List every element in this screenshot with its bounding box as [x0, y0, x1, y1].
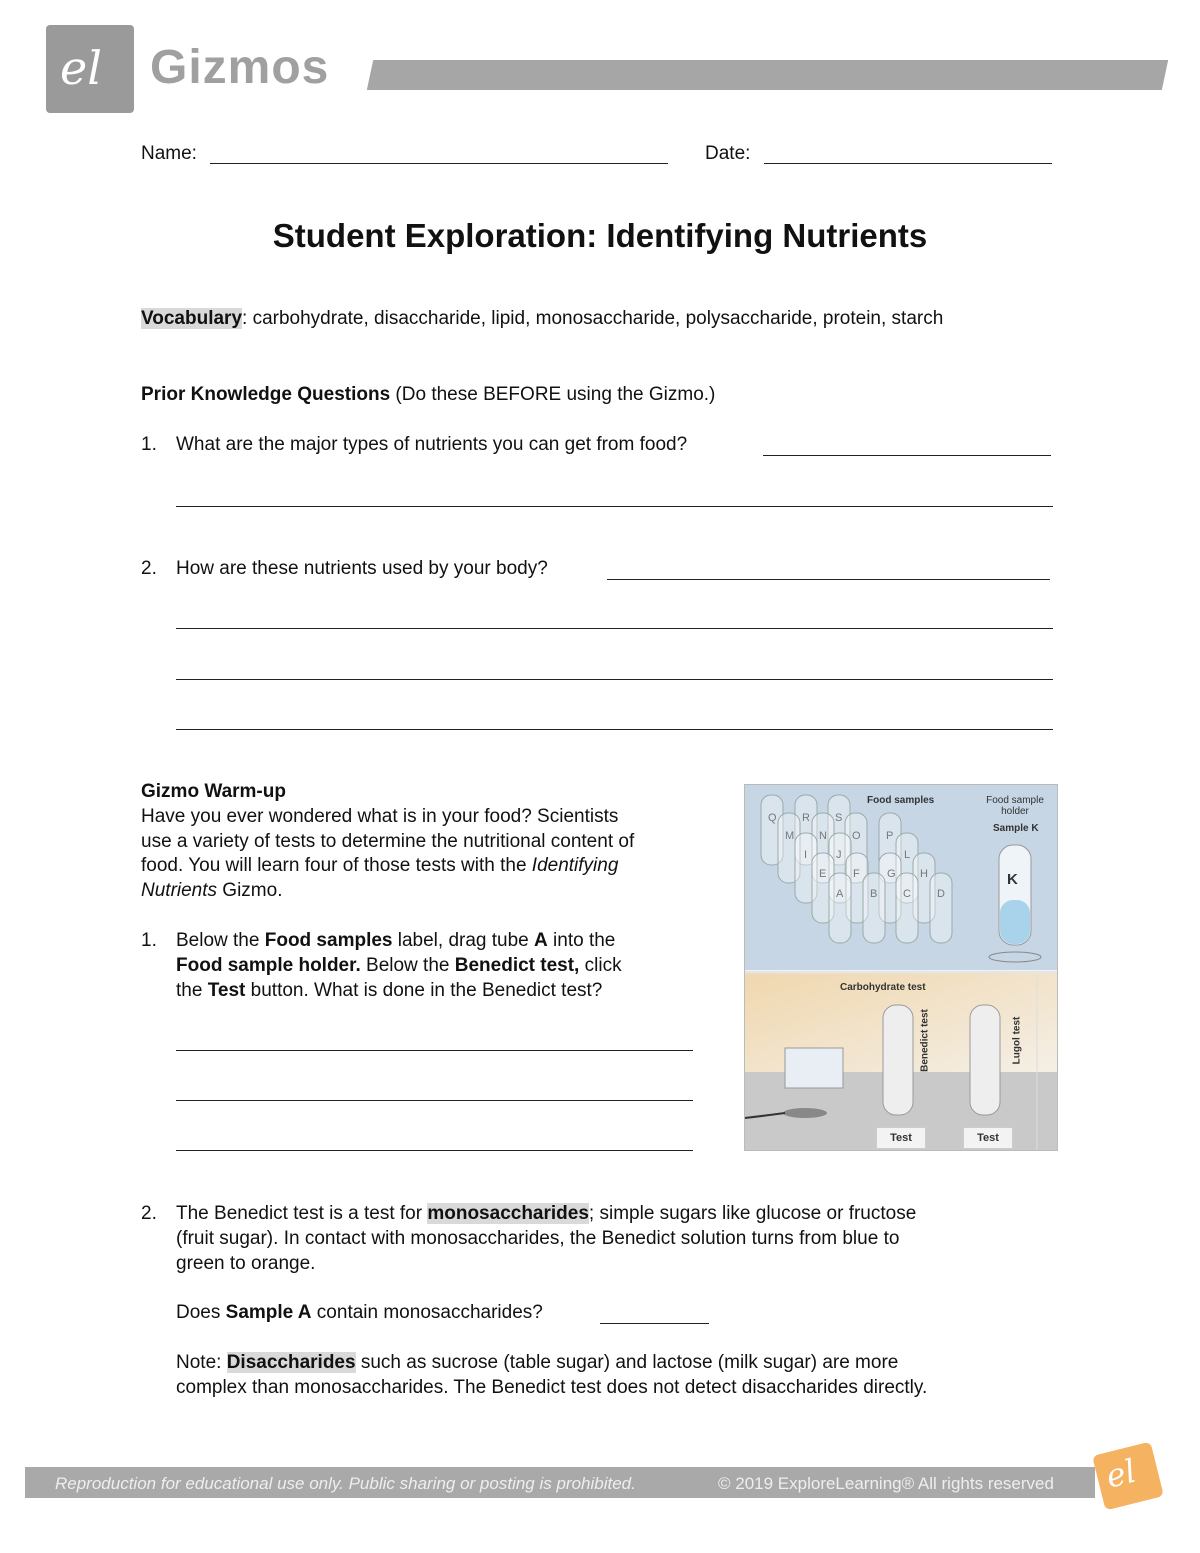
food-samples-label: Food samples [867, 795, 935, 806]
q2-answer-line[interactable] [607, 579, 1050, 580]
vocabulary-label: Vocabulary [141, 308, 243, 329]
t: into the [547, 930, 616, 951]
t: Below the [176, 930, 265, 951]
t: The Benedict test is a test for [176, 1203, 428, 1224]
t: contain monosaccharides? [311, 1302, 543, 1323]
footer-disclaimer: Reproduction for educational use only. Public sharing or posting is prohibited. [55, 1474, 636, 1493]
footer-logo [1092, 1442, 1164, 1511]
q1-text: What are the major types of nutrients you can get from food? [176, 434, 688, 455]
item2-number: 2. [141, 1203, 157, 1224]
t: ; simple sugars like glucose or fructose [588, 1203, 917, 1224]
item1-answer-line[interactable] [176, 1100, 693, 1101]
q1-number: 1. [141, 434, 157, 455]
tube-label[interactable]: D [937, 888, 945, 900]
t: Below the [360, 955, 455, 976]
item1-answer-line[interactable] [176, 1150, 693, 1151]
date-field[interactable] [764, 163, 1052, 164]
t: click [579, 955, 622, 976]
held-tube-label: K [1007, 871, 1018, 888]
footer-copyright: © 2019 ExploreLearning® All rights reserved [718, 1474, 1054, 1493]
prior-note: (Do these BEFORE using the Gizmo.) [390, 384, 716, 405]
t: Food sample [986, 795, 1044, 806]
tube-label[interactable]: F [853, 868, 860, 880]
logo-mark: el [1102, 1451, 1140, 1496]
date-label: Date: [705, 143, 751, 164]
gizmo-name: Nutrients [141, 880, 218, 901]
sample-a-answer-line[interactable] [600, 1323, 709, 1324]
t: holder [1001, 806, 1029, 817]
q2-text: How are these nutrients used by your body? [176, 558, 548, 579]
prior-knowledge-heading [141, 383, 715, 407]
note-text [176, 1351, 898, 1375]
item2-text: green to orange. [176, 1253, 316, 1274]
tube-label[interactable]: A [836, 888, 844, 900]
t: Test [207, 980, 246, 1001]
note-text: complex than monosaccharides. The Benedict test does not detect disaccharides directly. [176, 1377, 928, 1398]
t: label, drag tube [392, 930, 535, 951]
t: Sample A [225, 1302, 312, 1323]
tube-label[interactable]: L [904, 849, 911, 861]
tube-label[interactable]: P [886, 830, 894, 842]
q2-answer-line[interactable] [176, 628, 1053, 629]
t: Benedict test, [454, 955, 580, 976]
vocabulary-line [141, 307, 943, 331]
header-bar [367, 60, 1168, 90]
lugol-test-label: Lugol test [1011, 1016, 1023, 1065]
vocabulary-terms: carbohydrate, disaccharide, lipid, monosaccharide, polysaccharide, protein, starch [247, 308, 944, 329]
item1-answer-line[interactable] [176, 1050, 693, 1051]
tube-label[interactable]: M [785, 830, 795, 842]
tube-label[interactable]: Q [768, 812, 777, 824]
logo-mark: el [60, 41, 102, 95]
item1-text [176, 929, 615, 953]
warmup-intro: Have you ever wondered what is in your food? Scientists [141, 806, 619, 827]
q1-answer-line[interactable] [176, 506, 1053, 507]
tube-label[interactable]: E [819, 868, 827, 880]
benedict-test-button[interactable]: Test [876, 1127, 926, 1149]
tube-label[interactable]: R [802, 812, 810, 824]
gizmo-screenshot [744, 784, 1058, 1151]
tube-label[interactable]: O [852, 830, 861, 842]
intro-text: Gizmo. [217, 880, 283, 901]
tube-label[interactable]: S [835, 812, 843, 824]
t: Note: [176, 1352, 227, 1373]
intro-text: food. You will learn four of those tests with the [141, 855, 532, 876]
food-sample-holder-label [985, 795, 1045, 817]
item1-number: 1. [141, 930, 157, 951]
q2-answer-line[interactable] [176, 679, 1053, 680]
t: monosaccharides [427, 1203, 589, 1224]
tube-label[interactable]: C [903, 888, 911, 900]
t: button. What is done in the Benedict test? [245, 980, 603, 1001]
tube-label[interactable]: G [887, 868, 896, 880]
explorelearning-logo [46, 25, 134, 113]
carbohydrate-test-label: Carbohydrate test [840, 982, 926, 993]
sample-a-question [176, 1301, 543, 1325]
name-label: Name: [141, 143, 197, 164]
brand-name: Gizmos [150, 41, 330, 94]
q2-number: 2. [141, 558, 157, 579]
page-title: Student Exploration: Identifying Nutrients [272, 217, 928, 254]
item1-text [176, 954, 622, 978]
t: such as sucrose (table sugar) and lactose (milk sugar) are more [355, 1352, 899, 1373]
tube-label[interactable]: H [920, 868, 928, 880]
tube-label[interactable]: N [819, 830, 827, 842]
benedict-test-label: Benedict test [919, 1009, 931, 1072]
t: Does [176, 1302, 226, 1323]
t: Food samples [264, 930, 393, 951]
item1-text [176, 979, 602, 1003]
colon: : [242, 308, 248, 329]
t: the [176, 980, 208, 1001]
tube-label[interactable]: J [836, 849, 842, 861]
warmup-intro [141, 854, 618, 878]
t: A [534, 930, 548, 951]
lugol-test-button[interactable]: Test [963, 1127, 1013, 1149]
warmup-heading: Gizmo Warm-up [141, 781, 286, 802]
t: Food sample holder. [176, 955, 361, 976]
q2-answer-line[interactable] [176, 729, 1053, 730]
tube-label[interactable]: I [804, 849, 808, 861]
prior-heading-text: Prior Knowledge Questions [141, 384, 391, 405]
name-field[interactable] [210, 163, 668, 164]
warmup-intro [141, 879, 282, 903]
item2-text: (fruit sugar). In contact with monosaccharides, the Benedict solution turns from blue to [176, 1228, 900, 1249]
t: Disaccharides [226, 1352, 356, 1373]
tube-label[interactable]: B [870, 888, 878, 900]
warmup-intro: use a variety of tests to determine the nutritional content of [141, 831, 635, 852]
gizmo-name: Identifying [531, 855, 619, 876]
q1-answer-line[interactable] [763, 455, 1051, 456]
sample-name: Sample K [993, 823, 1039, 834]
item2-text [176, 1202, 916, 1226]
